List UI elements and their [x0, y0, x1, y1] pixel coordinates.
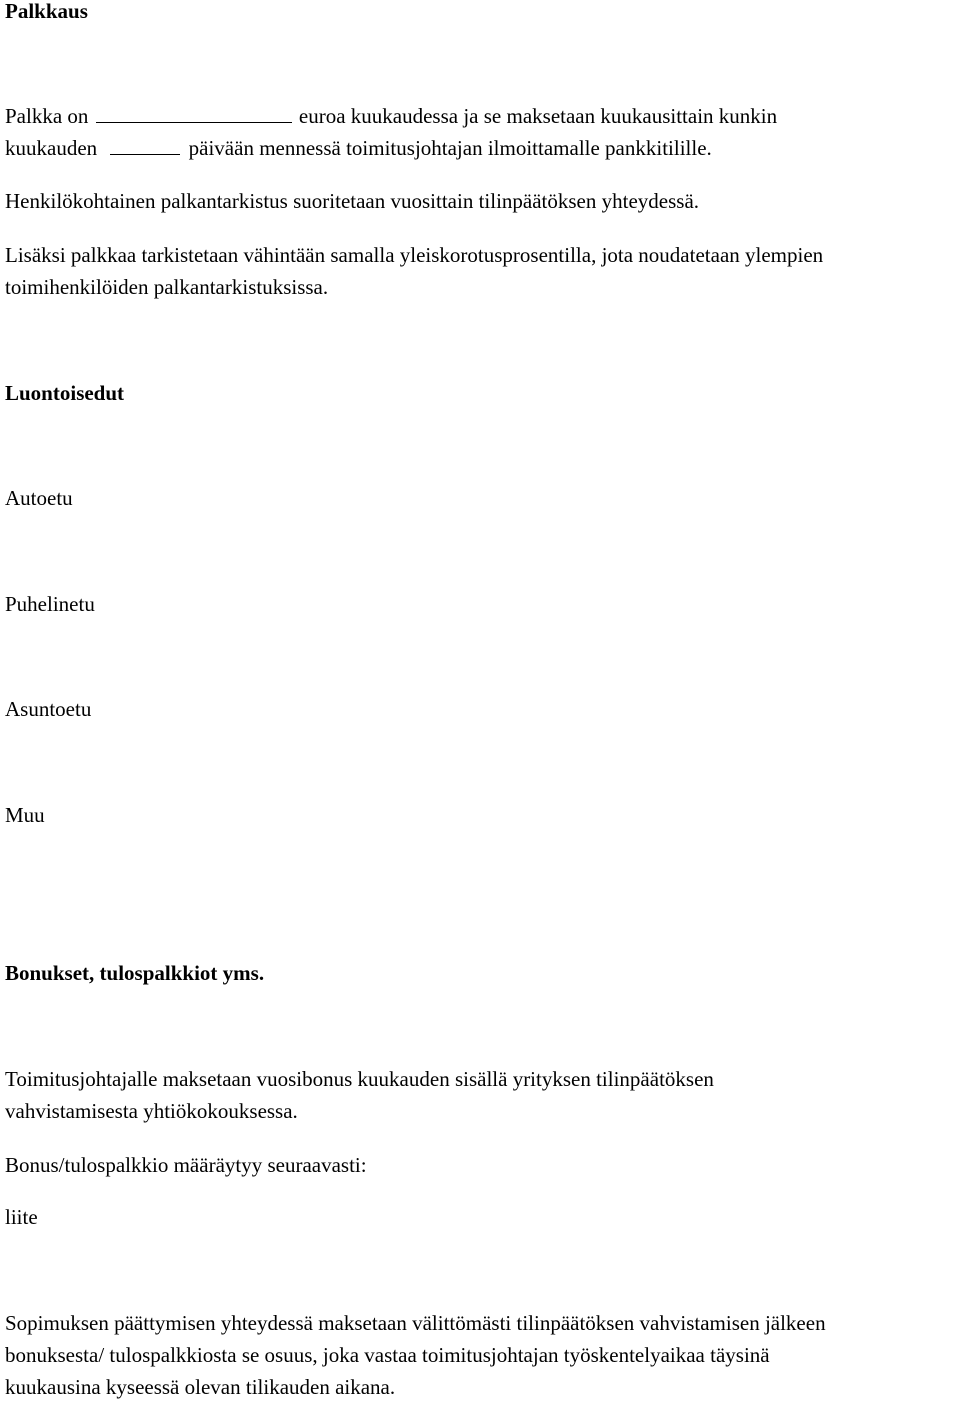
benefit-item-other: Muu — [5, 803, 45, 827]
additional-review-line1: Lisäksi palkkaa tarkistetaan vähintään samalla yleiskorotusprosentilla, jota noudatetaan ylempien — [5, 243, 824, 267]
salary-line2-end: päivään mennessä toimitusjohtajan ilmoittamalle pankkitilille. — [188, 136, 712, 160]
heading-luontoisedut: Luontoisedut — [5, 381, 125, 405]
bonus-paragraph — [5, 1063, 714, 1127]
payday-blank[interactable] — [110, 134, 180, 155]
heading-bonukset: Bonukset, tulospalkkiot yms. — [5, 961, 265, 985]
termination-line1: Sopimuksen päättymisen yhteydessä maksetaan välittömästi tilinpäätöksen vahvistamisen jälkeen — [5, 1311, 826, 1335]
salary-line2-start: kuukauden — [5, 136, 98, 160]
salary-review-text: Henkilökohtainen palkantarkistus suoritetaan vuosittain tilinpäätöksen yhteydessä. — [5, 189, 700, 213]
bonus-line2: vahvistamisesta yhtiökokouksessa. — [5, 1099, 298, 1123]
bonus-line1: Toimitusjohtajalle maksetaan vuosibonus kuukauden sisällä yrityksen tilinpäätöksen — [5, 1067, 714, 1091]
additional-review-paragraph — [5, 239, 823, 303]
benefit-item-housing: Asuntoetu — [5, 697, 92, 721]
bonus-determination-text: Bonus/tulospalkkio määräytyy seuraavasti: — [5, 1153, 367, 1177]
salary-line1-start: Palkka on — [5, 104, 89, 128]
termination-line3: kuukausina kyseessä olevan tilikauden aikana. — [5, 1375, 396, 1399]
salary-amount-blank[interactable] — [96, 102, 292, 123]
termination-line2: bonuksesta/ tulospalkkiosta se osuus, joka vastaa toimitusjohtajan työskentelyaikaa täysinä — [5, 1343, 770, 1367]
benefit-item-car: Autoetu — [5, 486, 73, 510]
benefit-item-phone: Puhelinetu — [5, 592, 95, 616]
heading-palkkaus: Palkkaus — [5, 0, 88, 23]
additional-review-line2: toimihenkilöiden palkantarkistuksissa. — [5, 275, 329, 299]
salary-paragraph — [5, 100, 777, 164]
attachment-reference: liite — [5, 1205, 38, 1229]
termination-paragraph — [5, 1307, 826, 1403]
salary-line1-end: euroa kuukaudessa ja se maksetaan kuukausittain kunkin — [298, 104, 778, 128]
